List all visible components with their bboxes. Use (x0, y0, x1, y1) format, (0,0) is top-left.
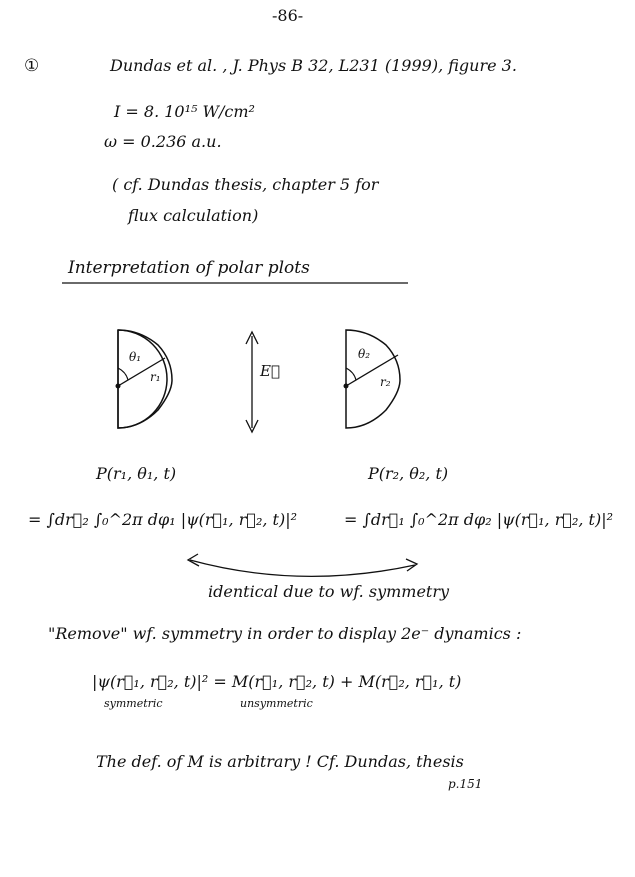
note-line-1: ( cf. Dundas thesis, chapter 5 for (112, 175, 379, 194)
decomposition-equation: |ψ(r⃗₁, r⃗₂, t)|² = M(r⃗₁, r⃗₂, t) + M(r⃗₂, r⃗₁, t) (92, 672, 462, 691)
reference-line: Dundas et al. , J. Phys B 32, L231 (1999), figure 3. (110, 56, 517, 75)
left-integral: = ∫dr⃗₂ ∫₀^2π dφ₁ |ψ(r⃗₁, r⃗₂, t)|² (28, 510, 298, 529)
right-integral: = ∫dr⃗₁ ∫₀^2π dφ₂ |ψ(r⃗₁, r⃗₂, t)|² (344, 510, 614, 529)
heading: Interpretation of polar plots (68, 258, 310, 278)
field-label: E⃗ (260, 362, 280, 380)
identical-arrow (190, 560, 415, 576)
left-theta-label: θ₁ (129, 350, 142, 364)
right-half-disc (346, 330, 400, 428)
definition-line: The def. of M is arbitrary ! Cf. Dundas, thesis (96, 752, 464, 771)
item-marker: ① (24, 56, 40, 76)
intensity-line: I = 8. 10¹⁵ W/cm² (114, 102, 255, 121)
right-probability: P(r₂, θ₂, t) (368, 464, 449, 483)
note-line-2: flux calculation) (128, 206, 259, 225)
page-number: -86- (272, 6, 304, 25)
page-reference: p.151 (448, 777, 483, 791)
remove-symmetry-line: "Remove" wf. symmetry in order to display 2e⁻ dynamics : (48, 624, 522, 643)
left-r-label: r₁ (150, 370, 161, 384)
right-theta-label: θ₂ (358, 347, 371, 361)
right-angle-arc (346, 368, 356, 380)
left-probability: P(r₁, θ₁, t) (96, 464, 177, 483)
unsymmetric-label: unsymmetric (240, 697, 313, 710)
identical-note: identical due to wf. symmetry (208, 582, 450, 601)
symmetric-label: symmetric (104, 697, 163, 710)
left-angle-arc (118, 368, 128, 380)
left-origin-dot (116, 384, 121, 389)
right-origin-dot (344, 384, 349, 389)
omega-line: ω = 0.236 a.u. (104, 132, 222, 151)
right-r-label: r₂ (380, 375, 391, 389)
